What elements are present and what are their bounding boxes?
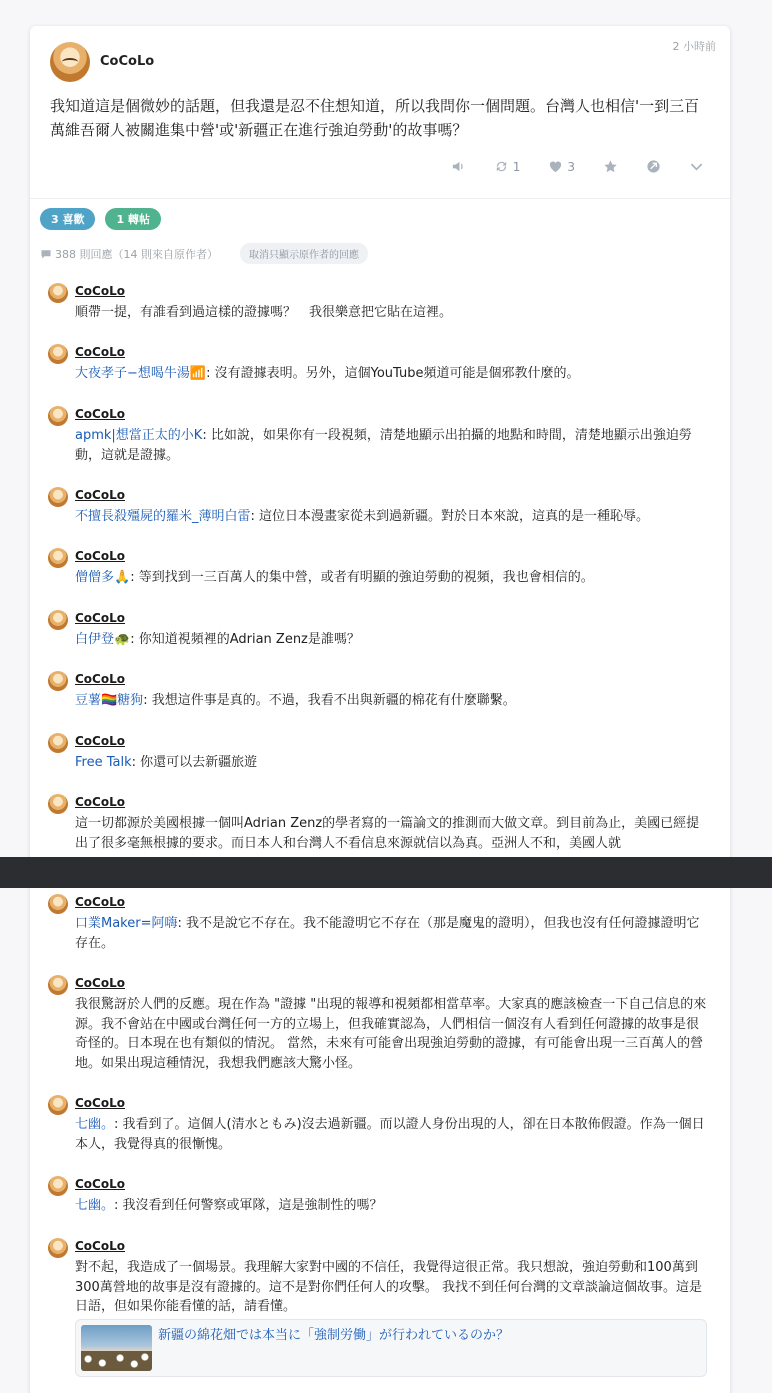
reply-text: [75, 753, 708, 773]
reply-body: : 我看到了。這個人(清水ともみ)沒去過新疆。而以證人身份出現的人，卻在日本散佈假證。作為一個日本人，我覺得真的很慚愧。: [75, 1117, 705, 1152]
reply-mention[interactable]: 大夜孝子−想喝牛湯📶: [75, 366, 207, 381]
speaker-icon: [451, 159, 466, 174]
reply-author[interactable]: CoCoLo: [75, 895, 125, 909]
heart-icon: [548, 159, 563, 174]
reply-avatar[interactable]: [48, 1238, 68, 1258]
section-divider: [30, 198, 730, 199]
author-avatar[interactable]: [50, 42, 90, 82]
more-button[interactable]: [689, 159, 704, 174]
share-button[interactable]: [646, 159, 661, 174]
reply-body: : 你還可以去新疆旅遊: [131, 755, 258, 770]
reply-body: 順帶一提，有誰看到過這樣的證據嗎？ 我很樂意把它貼在這裡。: [75, 305, 453, 320]
reply-text: [75, 568, 708, 588]
reply-mention[interactable]: 七幽。: [75, 1198, 115, 1213]
reply-avatar[interactable]: [48, 1095, 68, 1115]
reply-author[interactable]: CoCoLo: [75, 611, 125, 625]
reply-body: : 我沒看到任何警察或軍隊，這是強制性的嗎？: [114, 1198, 383, 1213]
reply-body: : 等到找到一三百萬人的集中營，或者有明顯的強迫勞動的視頻，我也會相信的。: [130, 570, 594, 585]
chevron-down-icon: [689, 159, 704, 174]
repost-button[interactable]: [494, 159, 521, 174]
reply-mention[interactable]: 不擅長殺殭屍的羅米_薄明白雷: [75, 509, 251, 524]
post-actions: [423, 159, 704, 174]
likes-tag[interactable]: 3 喜歡: [40, 208, 95, 230]
link-preview-card[interactable]: [75, 1319, 707, 1377]
reply-author[interactable]: CoCoLo: [75, 345, 125, 359]
favorite-button[interactable]: [603, 159, 618, 174]
reply-author[interactable]: CoCoLo: [75, 284, 125, 298]
reply-body: : 沒有證據表明。另外，這個YouTube頻道可能是個邪教什麼的。: [206, 366, 580, 381]
like-count: 3: [567, 159, 575, 174]
link-title[interactable]: 新疆の綿花畑では本当に「強制労働」が行われているのか？: [158, 1328, 510, 1343]
reply-avatar[interactable]: [48, 548, 68, 568]
speak-button[interactable]: [451, 159, 466, 174]
reply-body: : 我想這件事是真的。不過，我看不出與新疆的棉花有什麼聯繫。: [143, 693, 516, 708]
reply-mention[interactable]: 白伊登🐢: [75, 632, 131, 647]
reply-text: [75, 426, 708, 465]
reply-author[interactable]: CoCoLo: [75, 976, 125, 990]
star-icon: [603, 159, 618, 174]
reply-text: [75, 364, 708, 384]
reply-body: : 這位日本漫畫家從未到過新疆。對於日本來說，這真的是一種恥辱。: [250, 509, 650, 524]
post-card: [30, 26, 730, 1393]
screenshot-separator-bar: [0, 857, 772, 888]
reply-avatar[interactable]: [48, 671, 68, 691]
reply-body: : 你知道視頻裡的Adrian Zenz是誰嗎？: [130, 632, 360, 647]
reply-body: 我很驚訝於人們的反應。現在作為 "證據 "出現的報導和視頻都相當草率。大家真的應該檢查一下自己信息的來源。我不會站在中國或台灣任何一方的立場上，但我確實認為，人們相信一個沒有人看到任何證據的故事是很奇怪的。日本現在也有類似的情況。 當然，未來有可能會出現強迫勞動的證據，有可能會出現一三百萬人的營地。如果出現這種情況，我想我們應該大驚小怪。: [75, 997, 707, 1071]
post-time: 2 小時前: [672, 40, 716, 53]
reply-mention[interactable]: apmk|想當正太的小K: [75, 428, 203, 443]
reply-avatar[interactable]: [48, 487, 68, 507]
reply-avatar[interactable]: [48, 794, 68, 814]
reply-avatar[interactable]: [48, 733, 68, 753]
reply-author[interactable]: CoCoLo: [75, 672, 125, 686]
author-only-filter[interactable]: 取消只顯示原作者的回應: [240, 243, 368, 264]
reply-text: [75, 1258, 708, 1317]
reply-author[interactable]: CoCoLo: [75, 549, 125, 563]
reply-author[interactable]: CoCoLo: [75, 488, 125, 502]
reposts-tag[interactable]: 1 轉帖: [105, 208, 160, 230]
post-tags: [40, 208, 171, 230]
post-question: 我知道這是個微妙的話題，但我還是忍不住想知道，所以我問你一個問題。台灣人也相信'一到三百萬維吾爾人被關進集中營'或'新疆正在進行強迫勞動'的故事嗎？: [50, 97, 700, 139]
reply-mention[interactable]: 口業Maker=阿嗨: [75, 916, 178, 931]
reply-text: [75, 691, 708, 711]
reply-author[interactable]: CoCoLo: [75, 795, 125, 809]
reply-stats: [40, 243, 368, 264]
reply-mention[interactable]: 七幽。: [75, 1117, 115, 1132]
share-icon: [646, 159, 661, 174]
reply-mention[interactable]: 豆薯🏳️‍🌈糖狗: [75, 693, 144, 708]
reply-author[interactable]: CoCoLo: [75, 407, 125, 421]
reply-author[interactable]: CoCoLo: [75, 734, 125, 748]
reply-mention[interactable]: 僧僧多🙏: [75, 570, 131, 585]
author-name[interactable]: CoCoLo: [100, 54, 155, 69]
reply-author[interactable]: CoCoLo: [75, 1239, 125, 1253]
reply-body: 這一切都源於美國根據一個叫Adrian Zenz的學者寫的一篇論文的推測而大做文章。到目前為止，美國已經提出了很多毫無根據的要求。而日本人和台灣人不看信息來源就信以為真。亞洲人不和，美國人就: [75, 816, 700, 851]
reply-avatar[interactable]: [48, 975, 68, 995]
repost-icon: [494, 159, 509, 174]
reply-text: [75, 914, 708, 953]
reply-text: [75, 1115, 708, 1154]
reply-avatar[interactable]: [48, 610, 68, 630]
reply-avatar[interactable]: [48, 344, 68, 364]
reply-text: [75, 630, 708, 650]
reply-text: [75, 1196, 708, 1216]
reply-text: [75, 995, 708, 1073]
repost-count: 1: [512, 159, 521, 174]
reply-text: [75, 303, 708, 323]
comment-icon: [40, 248, 52, 260]
reply-text: [75, 814, 708, 853]
reply-body: : 比如說，如果你有一段視頻，清楚地顯示出拍攝的地點和時間，清楚地顯示出強迫勞動，這就是證據。: [75, 428, 692, 463]
reply-avatar[interactable]: [48, 1176, 68, 1196]
reply-body: : 我不是說它不存在。我不能證明它不存在（那是魔鬼的證明），但我也沒有任何證據證明它存在。: [75, 916, 700, 951]
reply-author[interactable]: CoCoLo: [75, 1096, 125, 1110]
reply-count-text: 388 則回應（14 則來自原作者）: [55, 247, 218, 261]
link-thumbnail: [81, 1325, 152, 1371]
reply-mention[interactable]: Free Talk: [75, 755, 132, 770]
like-button[interactable]: [548, 159, 575, 174]
reply-avatar[interactable]: [48, 406, 68, 426]
reply-author[interactable]: CoCoLo: [75, 1177, 125, 1191]
reply-body: 對不起，我造成了一個場景。我理解大家對中國的不信任，我覺得這很正常。我只想說，強迫勞動和100萬到300萬營地的故事是沒有證據的。這不是對你們任何人的攻擊。 我找不到任何台灣的文章談論這個故事。這是日語，但如果你能看懂的話，請看懂。: [75, 1260, 702, 1314]
reply-avatar[interactable]: [48, 894, 68, 914]
reply-text: [75, 507, 708, 527]
reply-avatar[interactable]: [48, 283, 68, 303]
